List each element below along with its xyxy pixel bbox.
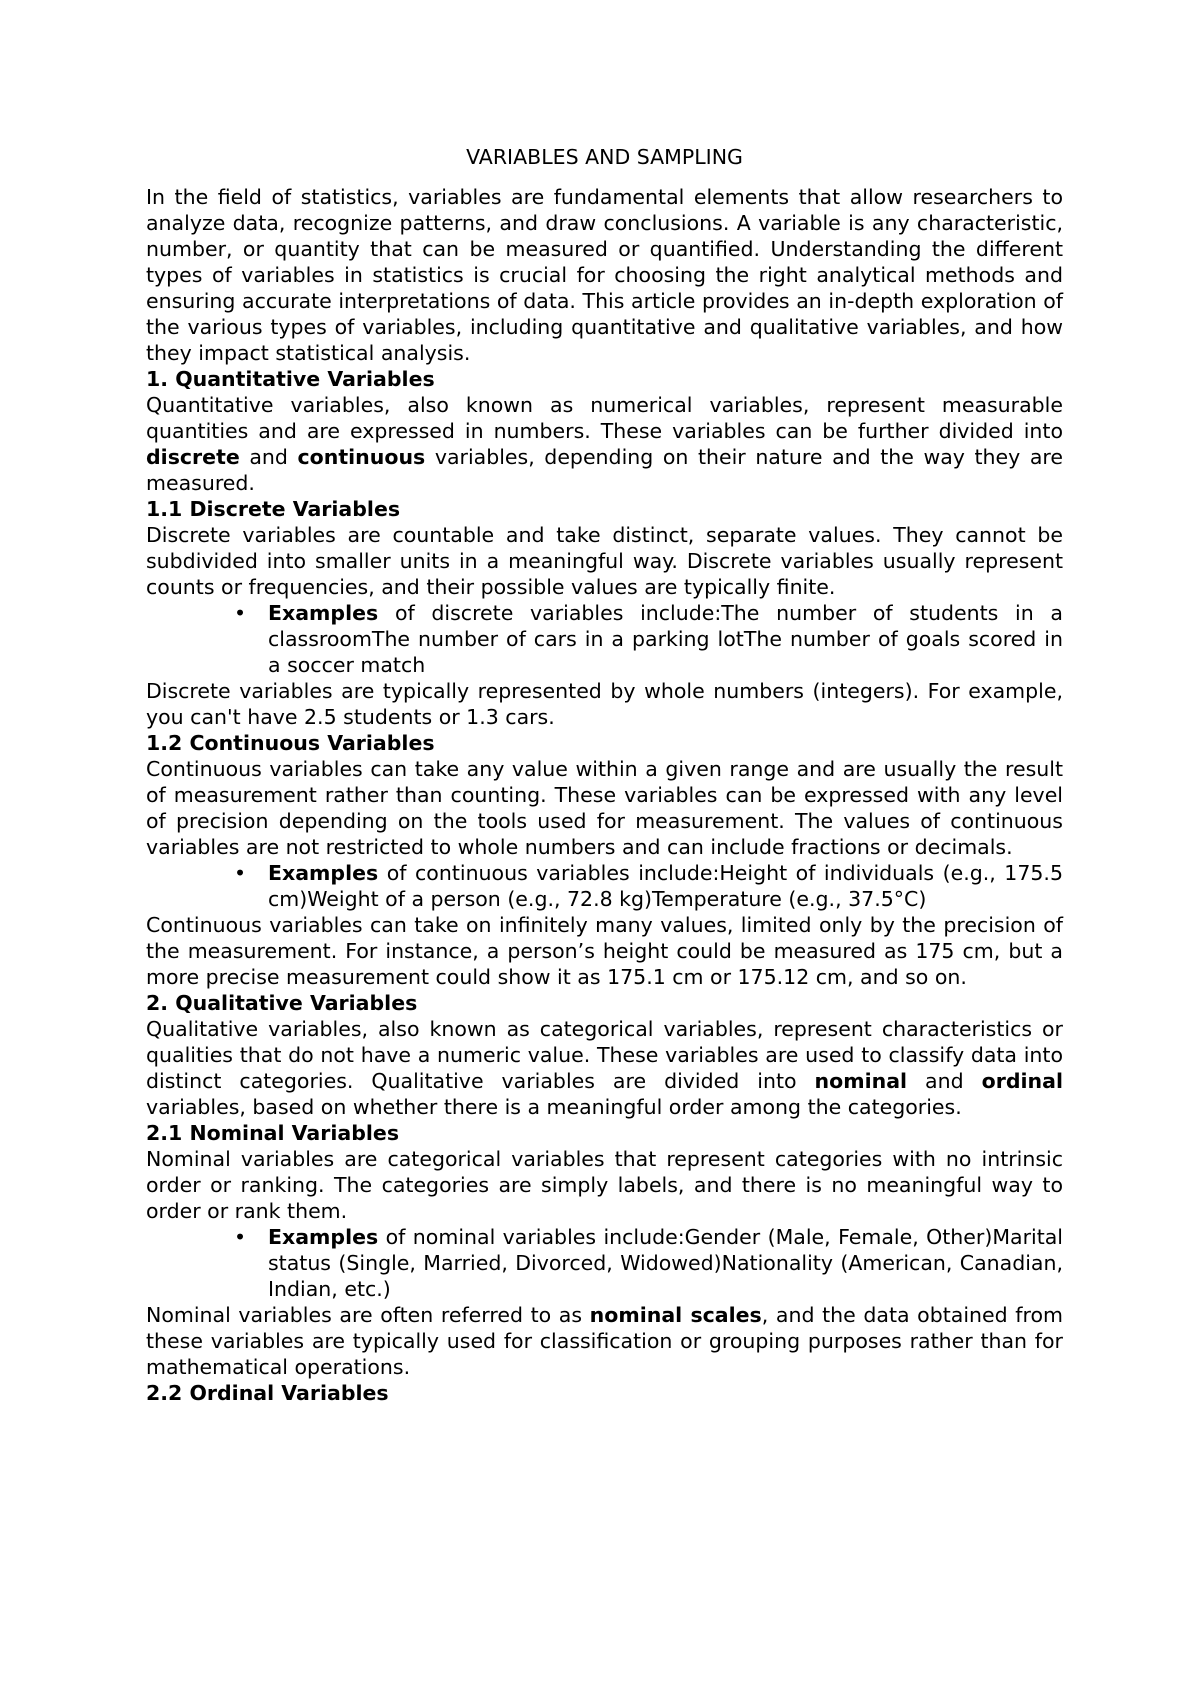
term-ordinal: ordinal [981,1069,1063,1093]
continuous-after-paragraph: Continuous variables can take on infinitely many values, limited only by the precision of the measurement. For instance, a person’s height could be measured as 175 cm, but a more precise measurement could show it as 175.1 cm or 175.12 cm, and so on. [146,913,1063,989]
list-item: • Examples of discrete variables include:The number of students in a classroomThe number of cars in a parking lotThe number of goals scored in a soccer match [234,601,1063,677]
term-continuous: continuous [297,445,426,469]
list-item: • Examples of continuous variables include:Height of individuals (e.g., 175.5 cm)Weight of a person (e.g., 72.8 kg)Temperature (e.g., 37.5°C) [234,861,1063,911]
heading-qualitative-variables: 2. Qualitative Variables [146,991,418,1015]
heading-quantitative-variables: 1. Quantitative Variables [146,367,435,391]
continuous-paragraph: Continuous variables can take any value within a given range and are usually the result of measurement rather than counting. These variables can be expressed with any level of precision depending on the tools used for measurement. The values of continuous variables are not restricted to whole numbers and can include fractions or decimals. [146,757,1063,859]
bullet-icon: • [234,601,247,625]
bullet-icon: • [234,1225,247,1249]
document-title: VARIABLES AND SAMPLING [466,145,743,169]
nominal-paragraph: Nominal variables are categorical variables that represent categories with no intrinsic order or ranking. The categories are simply labels, and there is no meaningful way to order or rank them. [146,1147,1063,1223]
list-item: • Examples of nominal variables include:Gender (Male, Female, Other)Marital status (Single, Married, Divorced, Widowed)Nationality (American, Canadian, Indian, etc.) [234,1225,1063,1301]
heading-ordinal-variables: 2.2 Ordinal Variables [146,1381,389,1405]
continuous-examples-list [146,860,1063,912]
term-nominal-scales: nominal scales [589,1303,762,1327]
discrete-examples-list [146,600,1063,678]
heading-continuous-variables: 1.2 Continuous Variables [146,731,435,755]
heading-discrete-variables: 1.1 Discrete Variables [146,497,401,521]
qualitative-paragraph: Qualitative variables, also known as categorical variables, represent characteristics or qualities that do not have a numeric value. These variables are used to classify data into distinct categories. Qualitative variables are divided into nominal and ordinal variables, based on whether there is a meaningful order among the categories. [146,1017,1063,1119]
term-discrete: discrete [146,445,240,469]
term-nominal: nominal [814,1069,908,1093]
document-body [146,144,1063,1406]
quantitative-paragraph: Quantitative variables, also known as numerical variables, represent measurable quantities and are expressed in numbers. These variables can be further divided into discrete and continuous variables, depending on their nature and the way they are measured. [146,393,1063,495]
intro-paragraph: In the field of statistics, variables are fundamental elements that allow researchers to analyze data, recognize patterns, and draw conclusions. A variable is any characteristic, number, or quantity that can be measured or quantified. Understanding the different types of variables in statistics is crucial for choosing the right analytical methods and ensuring accurate interpretations of data. This article provides an in-depth exploration of the various types of variables, including quantitative and qualitative variables, and how they impact statistical analysis. [146,185,1063,365]
nominal-examples-list [146,1224,1063,1302]
bullet-icon: • [234,861,247,885]
heading-nominal-variables: 2.1 Nominal Variables [146,1121,400,1145]
nominal-after-paragraph: Nominal variables are often referred to as nominal scales, and the data obtained from these variables are typically used for classification or grouping purposes rather than for mathematical operations. [146,1303,1063,1379]
discrete-after-paragraph: Discrete variables are typically represented by whole numbers (integers). For example, you can't have 2.5 students or 1.3 cars. [146,679,1063,729]
discrete-paragraph: Discrete variables are countable and take distinct, separate values. They cannot be subdivided into smaller units in a meaningful way. Discrete variables usually represent counts or frequencies, and their possible values are typically finite. [146,523,1063,599]
